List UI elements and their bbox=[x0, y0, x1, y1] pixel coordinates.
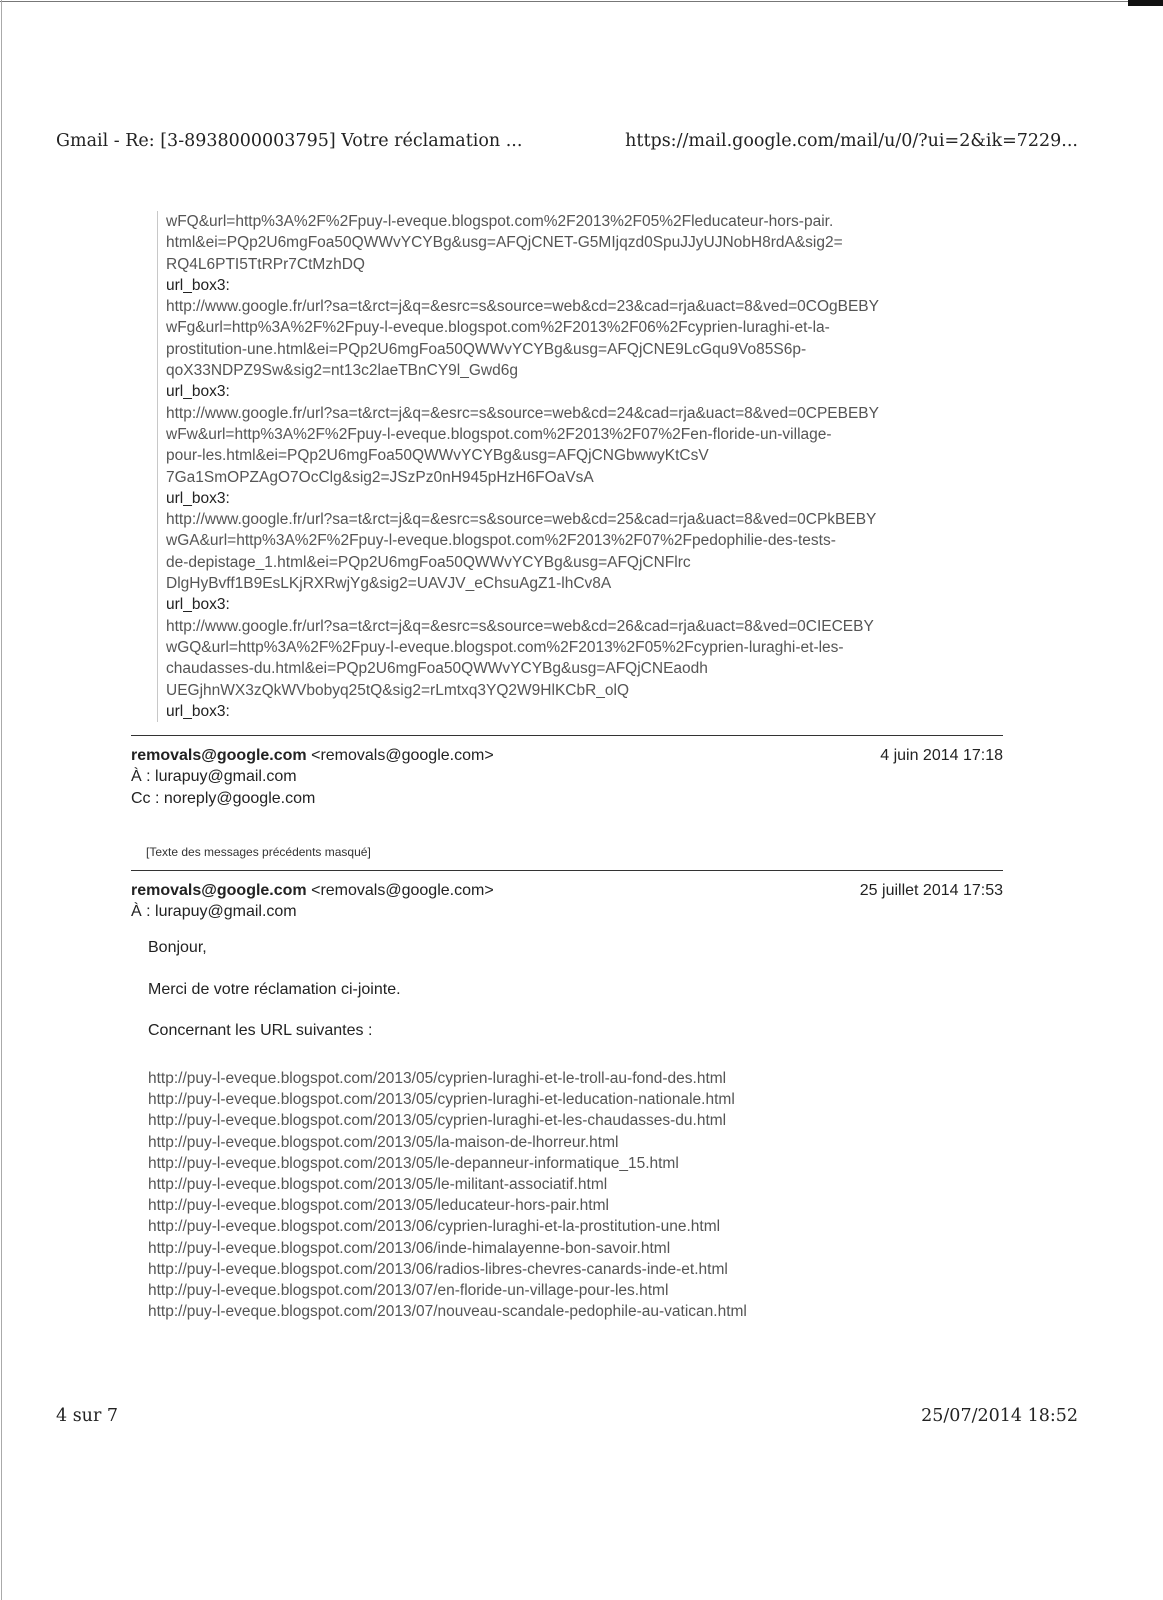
quoted-url-fragment: http://www.google.fr/url?sa=t&rct=j&q=&esrc=s&source=web&cd=26&cad=rja&uact=8&ved=0CIECEBY bbox=[166, 617, 874, 635]
url-item[interactable]: http://puy-l-eveque.blogspot.com/2013/05/la-maison-de-lhorreur.html bbox=[148, 1133, 619, 1151]
url-item[interactable]: http://puy-l-eveque.blogspot.com/2013/05/cyprien-luraghi-et-les-chaudasses-du.html bbox=[148, 1112, 727, 1130]
quoted-url-fragment: prostitution-une.html&ei=PQp2U6mgFoa50QWWvYCYBg&usg=AFQjCNE9LcGqu9Vo85S6p- bbox=[166, 340, 807, 358]
url-box-label: url_box3: bbox=[166, 702, 230, 720]
quoted-url-fragment: 7Ga1SmOPZAgO7OcClg&sig2=JSzPz0nH945pHzH6FOaVsA bbox=[166, 468, 594, 486]
url-box-label: url_box3: bbox=[166, 596, 230, 614]
url-item[interactable]: http://puy-l-eveque.blogspot.com/2013/05/cyprien-luraghi-et-le-troll-au-fond-des.html bbox=[148, 1070, 727, 1087]
url-list bbox=[148, 1068, 747, 1322]
url-item[interactable]: http://puy-l-eveque.blogspot.com/2013/06/radios-libres-chevres-canards-inde-et.html bbox=[148, 1260, 728, 1278]
concerning-line: Concernant les URL suivantes : bbox=[148, 1022, 373, 1039]
greeting: Bonjour, bbox=[148, 939, 207, 956]
thanks-line: Merci de votre réclamation ci-jointe. bbox=[148, 981, 401, 998]
sender-address: <removals@google.com> bbox=[311, 747, 494, 764]
message-header-2 bbox=[131, 880, 1003, 923]
quoted-url-fragment: DlgHyBvff1B9EsLKjRXRwjYg&sig2=UAVJV_eChsuAgZ1-lhCv8A bbox=[166, 575, 612, 593]
show-quoted-text-link[interactable]: [Texte des messages précédents masqué] bbox=[146, 845, 371, 859]
quoted-url-fragment: wFw&url=http%3A%2F%2Fpuy-l-eveque.blogspot.com%2F2013%2F07%2Fen-floride-un-village- bbox=[166, 425, 832, 443]
scan-corner-mark bbox=[1128, 0, 1163, 6]
sender-address: <removals@google.com> bbox=[311, 882, 494, 899]
quoted-url-fragment: qoX33NDPZ9Sw&sig2=nt13c2laeTBnCY9l_Gwd6g bbox=[166, 362, 518, 380]
message-date: 25 juillet 2014 17:53 bbox=[859, 882, 1003, 899]
url-box-label: url_box3: bbox=[166, 383, 230, 401]
url-item[interactable]: http://puy-l-eveque.blogspot.com/2013/05/leducateur-hors-pair.html bbox=[148, 1197, 609, 1215]
quoted-url-fragment: wGA&url=http%3A%2F%2Fpuy-l-eveque.blogspot.com%2F2013%2F07%2Fpedophilie-des-tests- bbox=[166, 532, 836, 550]
url-item[interactable]: http://puy-l-eveque.blogspot.com/2013/07/en-floride-un-village-pour-les.html bbox=[148, 1282, 669, 1300]
recipient-cc: Cc : noreply@google.com bbox=[131, 789, 316, 807]
page-number: 4 sur 7 bbox=[56, 1406, 119, 1426]
recipient-to: À : lurapuy@gmail.com bbox=[131, 768, 297, 786]
url-item[interactable]: http://puy-l-eveque.blogspot.com/2013/05/le-militant-associatif.html bbox=[148, 1176, 608, 1194]
quoted-url-fragment: wFQ&url=http%3A%2F%2Fpuy-l-eveque.blogspot.com%2F2013%2F05%2Fleducateur-hors-pair. bbox=[166, 213, 834, 230]
scan-top-edge bbox=[0, 1, 1163, 2]
quoted-url-fragment: html&ei=PQp2U6mgFoa50QWWvYCYBg&usg=AFQjCNET-G5MIjqzd0SpuJJyUJNobH8rdA&sig2= bbox=[166, 234, 843, 252]
print-url: https://mail.google.com/mail/u/0/?ui=2&ik=7229... bbox=[625, 131, 1078, 151]
scan-left-edge bbox=[1, 0, 2, 1600]
sender-name[interactable]: removals@google.com bbox=[131, 747, 307, 764]
quoted-url-fragment: pour-les.html&ei=PQp2U6mgFoa50QWWvYCYBg&usg=AFQjCNGbwwyKtCsV bbox=[166, 447, 709, 465]
url-item[interactable]: http://puy-l-eveque.blogspot.com/2013/06/inde-himalayenne-bon-savoir.html bbox=[148, 1239, 671, 1257]
quoted-url-fragment: wGQ&url=http%3A%2F%2Fpuy-l-eveque.blogspot.com%2F2013%2F05%2Fcyprien-luraghi-et-les- bbox=[166, 638, 844, 656]
url-box-label: url_box3: bbox=[166, 489, 230, 507]
url-item[interactable]: http://puy-l-eveque.blogspot.com/2013/05/le-depanneur-informatique_15.html bbox=[148, 1154, 679, 1172]
url-box-label: url_box3: bbox=[166, 276, 230, 294]
quoted-text-block bbox=[157, 211, 1006, 722]
print-timestamp: 25/07/2014 18:52 bbox=[921, 1406, 1078, 1426]
message-divider bbox=[131, 735, 1003, 736]
url-item[interactable]: http://puy-l-eveque.blogspot.com/2013/05/cyprien-luraghi-et-leducation-nationale.html bbox=[148, 1091, 735, 1109]
quoted-url-fragment: chaudasses-du.html&ei=PQp2U6mgFoa50QWWvYCYBg&usg=AFQjCNEaodh bbox=[166, 660, 708, 678]
message-divider bbox=[131, 870, 1003, 871]
quoted-url-fragment: http://www.google.fr/url?sa=t&rct=j&q=&esrc=s&source=web&cd=25&cad=rja&uact=8&ved=0CPkBEBY bbox=[166, 511, 877, 529]
quoted-url-fragment: http://www.google.fr/url?sa=t&rct=j&q=&esrc=s&source=web&cd=23&cad=rja&uact=8&ved=0COgBEBY bbox=[166, 298, 879, 316]
url-item[interactable]: http://puy-l-eveque.blogspot.com/2013/06/cyprien-luraghi-et-la-prostitution-une.html bbox=[148, 1218, 721, 1236]
recipient-to: À : lurapuy@gmail.com bbox=[131, 903, 297, 921]
quoted-url-fragment: UEGjhnWX3zQkWVbobyq25tQ&sig2=rLmtxq3YQ2W9HlKCbR_olQ bbox=[166, 681, 630, 699]
message-header-1 bbox=[131, 745, 1003, 809]
url-item[interactable]: http://puy-l-eveque.blogspot.com/2013/07/nouveau-scandale-pedophile-au-vatican.html bbox=[148, 1303, 747, 1321]
quoted-url-fragment: de-depistage_1.html&ei=PQp2U6mgFoa50QWWvYCYBg&usg=AFQjCNFlrc bbox=[166, 553, 691, 571]
quoted-url-fragment: http://www.google.fr/url?sa=t&rct=j&q=&esrc=s&source=web&cd=24&cad=rja&uact=8&ved=0CPEBEBY bbox=[166, 404, 879, 422]
sender-name[interactable]: removals@google.com bbox=[131, 882, 307, 899]
print-title: Gmail - Re: [3-8938000003795] Votre réclamation ... bbox=[56, 131, 523, 151]
quoted-url-fragment: RQ4L6PTI5TtRPr7CtMzhDQ bbox=[166, 255, 365, 273]
quoted-url-fragment: wFg&url=http%3A%2F%2Fpuy-l-eveque.blogspot.com%2F2013%2F06%2Fcyprien-luraghi-et-la- bbox=[166, 319, 830, 337]
message-date: 4 juin 2014 17:18 bbox=[880, 747, 1003, 764]
